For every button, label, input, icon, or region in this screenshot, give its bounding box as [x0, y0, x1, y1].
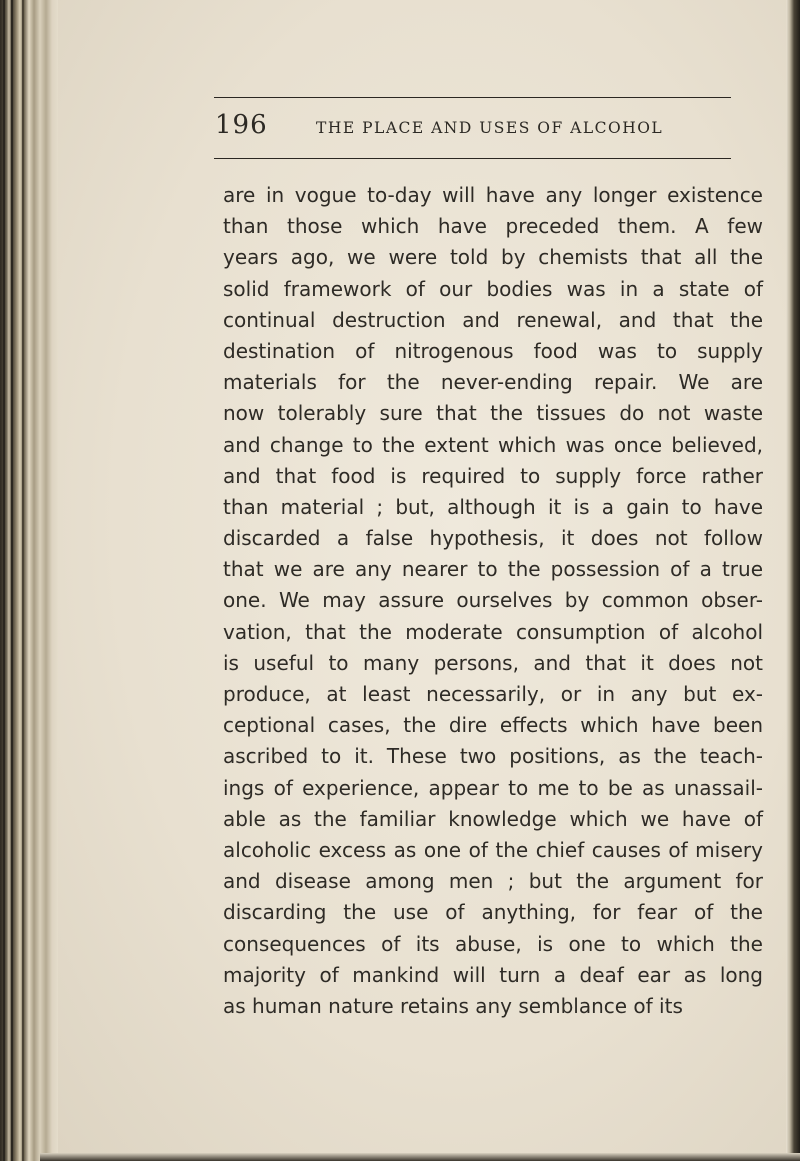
book-binding	[0, 0, 58, 1161]
binding-edge	[11, 0, 13, 1161]
text-line: alcoholic excess as one of the chief causes of misery	[223, 837, 763, 862]
text-line: and change to the extent which was once believed,	[223, 432, 763, 457]
text-line: produce, at least necessarily, or in any but ex-	[223, 682, 763, 706]
text-line: ascribed to it. These two positions, as the teach-	[223, 744, 763, 769]
text-line: consequences of its abuse, is one to which the	[223, 931, 763, 956]
text-line: that we are any nearer to the possession of a true	[223, 557, 763, 582]
page-number: 196	[215, 110, 268, 140]
text-line: able as the familiar knowledge which we have of	[223, 806, 763, 831]
text-line: years ago, we were told by chemists that all the	[223, 245, 763, 270]
text-line: one. We may assure ourselves by common obser-	[223, 588, 763, 613]
header-top-rule	[214, 97, 731, 98]
body-paragraph	[223, 180, 763, 1022]
text-line: solid framework of our bodies was in a state of	[223, 276, 763, 301]
text-line: than material ; but, although it is a gain to have	[223, 494, 763, 519]
text-line: as human nature retains any semblance of its	[223, 993, 683, 1018]
page-bottom-edge	[40, 1153, 800, 1161]
page-right-edge	[786, 0, 800, 1161]
text-line: materials for the never-ending repair. We are	[223, 370, 763, 395]
text-line: continual destruction and renewal, and that the	[223, 307, 763, 332]
text-line: destination of nitrogenous food was to supply	[223, 338, 763, 363]
text-line: now tolerably sure that the tissues do not waste	[223, 401, 763, 426]
text-line: discarding the use of anything, for fear of the	[223, 900, 763, 925]
text-line: ings of experience, appear to me to be as unassail-	[223, 775, 763, 800]
page-header	[0, 110, 800, 144]
binding-edge	[3, 0, 5, 1161]
text-line: are in vogue to-day will have any longer existence	[223, 183, 763, 207]
text-line: vation, that the moderate consumption of alcohol	[223, 619, 763, 644]
text-line: and that food is required to supply force rather	[223, 463, 763, 488]
text-line: majority of mankind will turn a deaf ear as long	[223, 962, 763, 987]
text-line: ceptional cases, the dire effects which have been	[223, 713, 763, 738]
text-line: is useful to many persons, and that it does not	[223, 650, 763, 675]
running-head: THE PLACE AND USES OF ALCOHOL	[316, 119, 664, 137]
header-bottom-rule	[214, 158, 731, 159]
text-line: and disease among men ; but the argument for	[223, 869, 763, 894]
text-line: than those which have preceded them. A few	[223, 214, 763, 239]
binding-edge	[22, 0, 24, 1161]
text-line: discarded a false hypothesis, it does not follow	[223, 526, 763, 551]
